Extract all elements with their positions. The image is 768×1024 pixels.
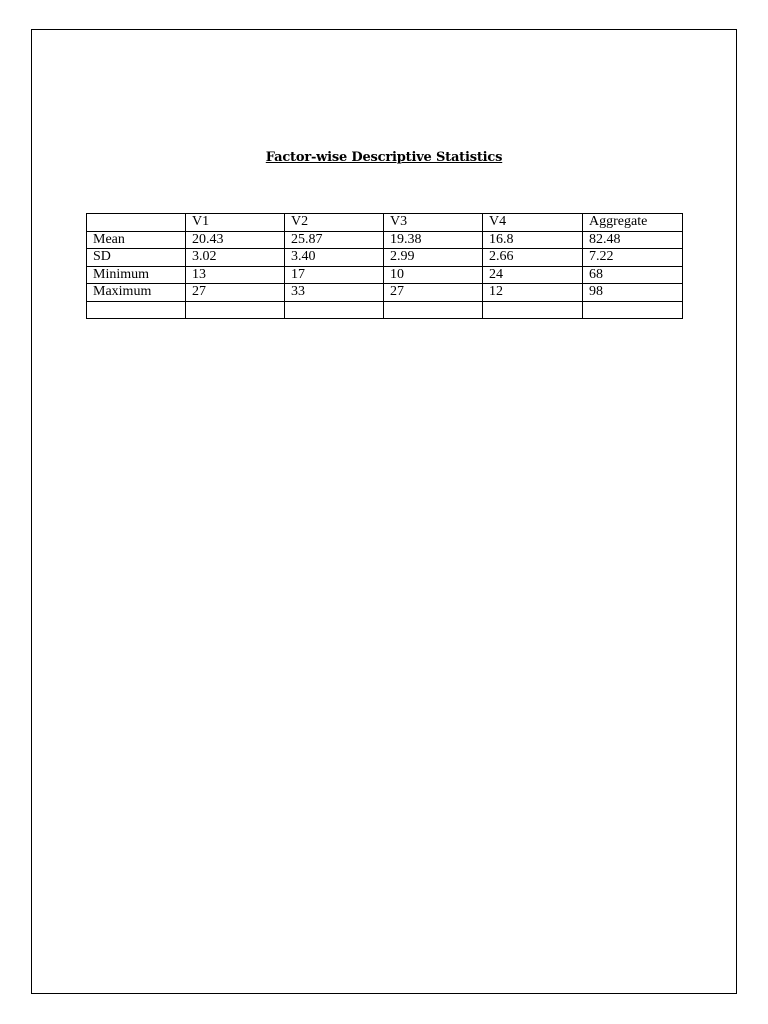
table-cell	[483, 301, 583, 319]
table-row-mean	[87, 231, 683, 249]
page-title: Factor-wise Descriptive Statistics	[265, 150, 503, 165]
header-cell-v1: V1	[186, 214, 285, 232]
table-cell	[186, 301, 285, 319]
table-cell: 20.43	[186, 231, 285, 249]
table-cell: 68	[583, 266, 683, 284]
table-cell: 19.38	[384, 231, 483, 249]
header-cell-aggregate: Aggregate	[583, 214, 683, 232]
table-row-empty	[87, 301, 683, 319]
row-label-mean: Mean	[87, 231, 186, 249]
table-cell: 2.66	[483, 249, 583, 267]
table-cell: 82.48	[583, 231, 683, 249]
header-cell-v2: V2	[285, 214, 384, 232]
table-cell: 17	[285, 266, 384, 284]
header-cell-v3: V3	[384, 214, 483, 232]
header-cell-blank	[87, 214, 186, 232]
table-cell: 24	[483, 266, 583, 284]
table-cell: 16.8	[483, 231, 583, 249]
table-cell: 12	[483, 284, 583, 302]
table-cell: 33	[285, 284, 384, 302]
row-label-sd: SD	[87, 249, 186, 267]
table-cell	[583, 301, 683, 319]
table-cell: 27	[186, 284, 285, 302]
table-cell: 3.02	[186, 249, 285, 267]
table-cell: 3.40	[285, 249, 384, 267]
row-label-maximum: Maximum	[87, 284, 186, 302]
table-cell: 27	[384, 284, 483, 302]
table-header-row	[87, 214, 683, 232]
table-cell: 13	[186, 266, 285, 284]
table-cell: 2.99	[384, 249, 483, 267]
table-cell: 10	[384, 266, 483, 284]
table-row-maximum	[87, 284, 683, 302]
table-cell: 7.22	[583, 249, 683, 267]
table-cell	[285, 301, 384, 319]
table-cell	[87, 301, 186, 319]
header-cell-v4: V4	[483, 214, 583, 232]
table-row-sd	[87, 249, 683, 267]
table-cell: 25.87	[285, 231, 384, 249]
page-border	[31, 29, 737, 994]
table-cell	[384, 301, 483, 319]
table-cell: 98	[583, 284, 683, 302]
statistics-table	[86, 213, 683, 319]
row-label-minimum: Minimum	[87, 266, 186, 284]
table-row-minimum	[87, 266, 683, 284]
